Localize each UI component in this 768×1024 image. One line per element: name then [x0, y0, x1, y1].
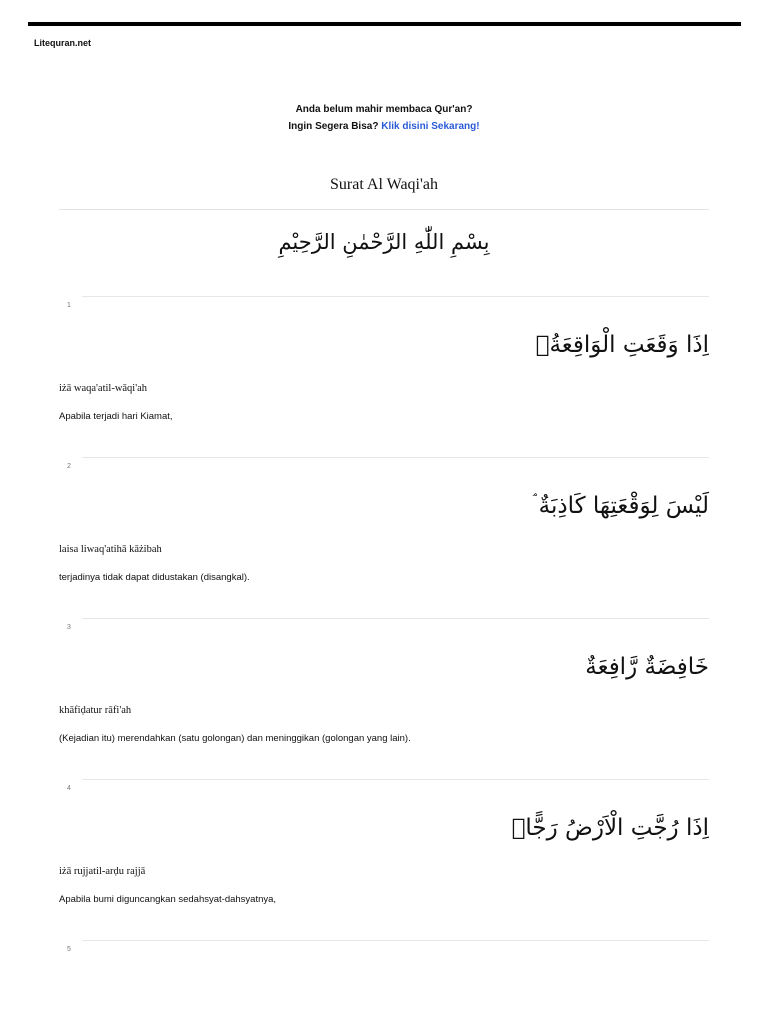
header-rule	[28, 22, 741, 26]
verse-divider	[82, 457, 709, 458]
verse-arabic-text: اِذَا وَقَعَتِ الْوَاقِعَةُۙ	[535, 332, 709, 358]
verse-translation: Apabila bumi diguncangkan sedahsyat-dahsyatnya,	[59, 894, 277, 905]
verse-number: 3	[67, 624, 71, 631]
verse-item	[0, 296, 768, 456]
verse-divider	[82, 940, 709, 941]
verse-divider	[82, 779, 709, 780]
promo-line-2	[0, 118, 768, 135]
verse-item	[0, 940, 768, 1024]
verse-item	[0, 457, 768, 617]
promo-banner	[0, 101, 768, 135]
verse-translation: terjadinya tidak dapat didustakan (disangkal).	[59, 572, 250, 583]
verse-divider	[82, 296, 709, 297]
verse-transliteration: khāfiḍatur rāfi'ah	[59, 705, 132, 716]
promo-line-1: Anda belum mahir membaca Qur'an?	[295, 104, 473, 115]
verse-number: 5	[67, 946, 71, 953]
title-divider	[59, 209, 709, 210]
verse-translation: Apabila terjadi hari Kiamat,	[59, 411, 173, 422]
verse-divider	[82, 618, 709, 619]
verse-number: 1	[67, 302, 71, 309]
verse-translation: (Kejadian itu) merendahkan (satu golongan) dan meninggikan (golongan yang lain).	[59, 733, 411, 744]
verse-transliteration: laisa liwaq'atihā kāżibah	[59, 544, 162, 555]
verse-arabic-text: خَافِضَةٌ رَّافِعَةٌ	[585, 654, 709, 680]
promo-question: Ingin Segera Bisa?	[288, 121, 379, 132]
verse-number: 2	[67, 463, 71, 470]
basmalah: بِسْمِ اللّٰهِ الرَّحْمٰنِ الرَّحِيْمِ	[278, 230, 490, 254]
page-title: Surat Al Waqi'ah	[330, 176, 438, 193]
verse-transliteration: iżā rujjatil-arḍu rajjā	[59, 866, 146, 877]
verse-transliteration: iżā waqa'atil-wāqi'ah	[59, 383, 148, 394]
verse-arabic-text: اِذَا رُجَّتِ الْاَرْضُ رَجًّاۙ	[511, 815, 709, 841]
verse-item	[0, 618, 768, 778]
verse-arabic-text: لَيْسَ لِوَقْعَتِهَا كَاذِبَةٌ ۘ	[532, 493, 709, 519]
promo-link[interactable]: Klik disini Sekarang!	[381, 121, 480, 132]
verse-number: 4	[67, 785, 71, 792]
site-name[interactable]: Litequran.net	[34, 38, 92, 48]
verse-item	[0, 779, 768, 939]
